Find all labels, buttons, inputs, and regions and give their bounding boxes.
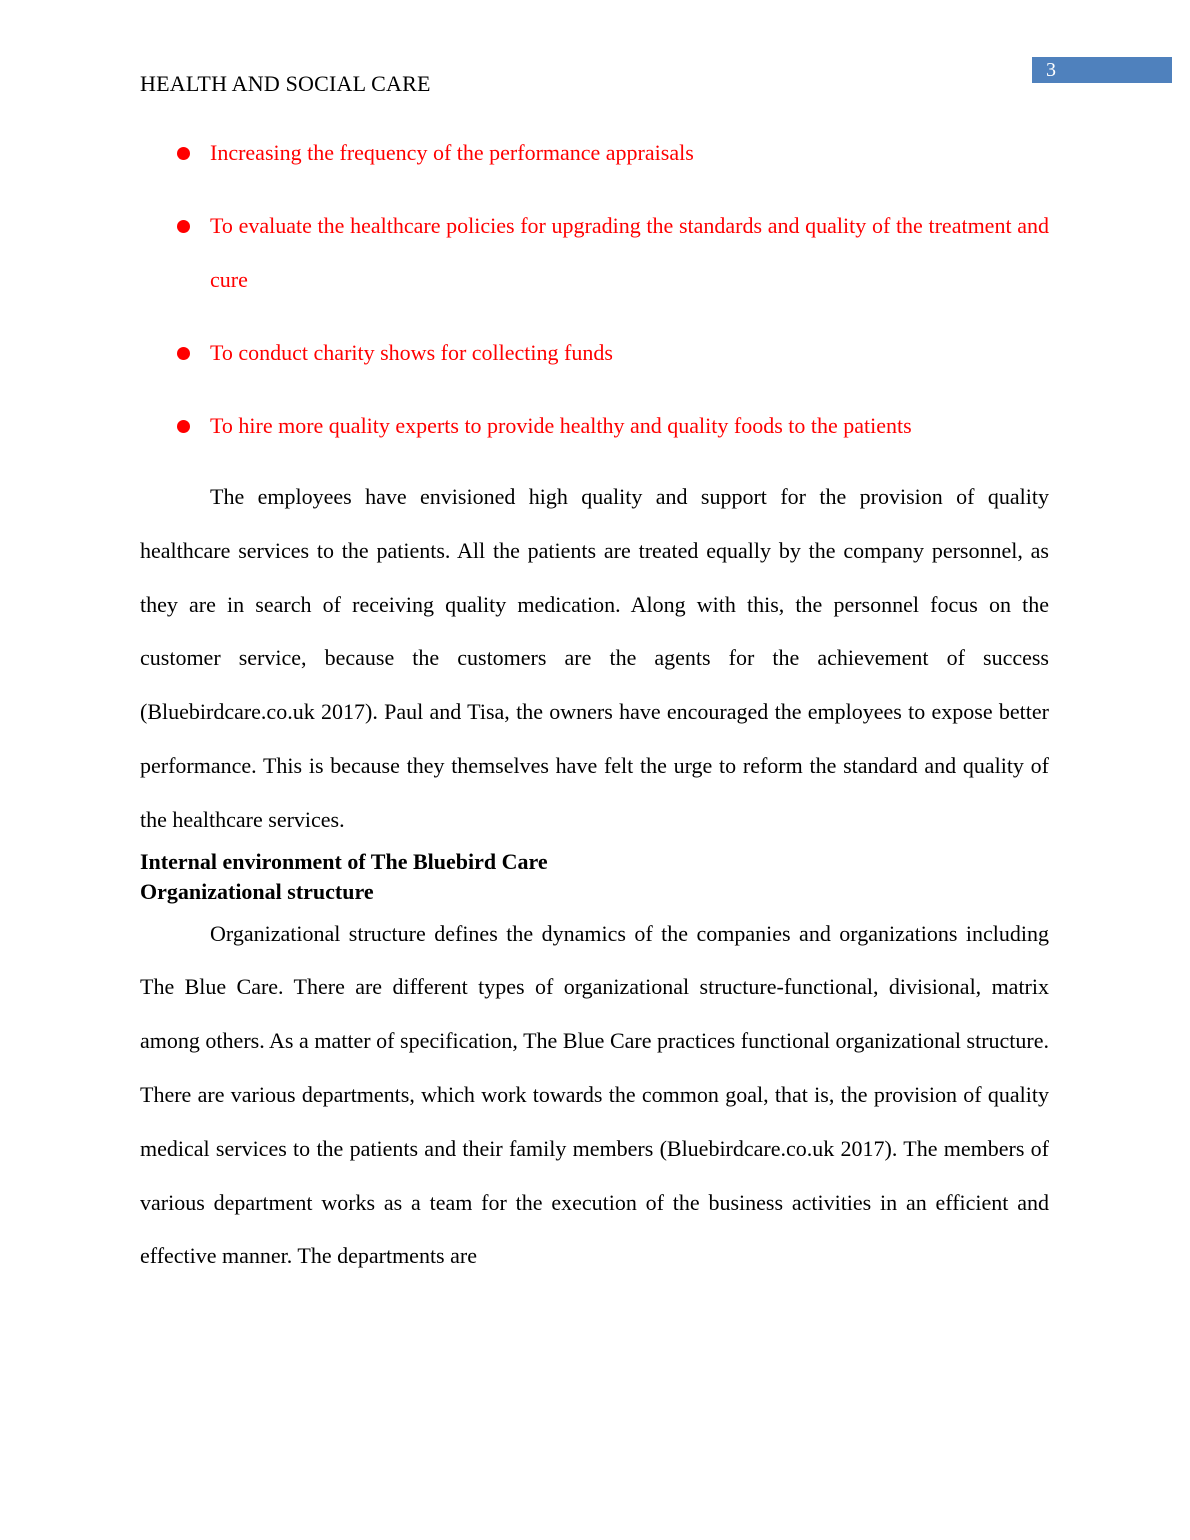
- section-heading: Internal environment of The Bluebird Care: [140, 848, 548, 874]
- list-item: [140, 399, 1049, 453]
- list-item-text: To evaluate the healthcare policies for upgrading the standards and quality of the treatment and cure: [210, 213, 1049, 292]
- bullet-dot-icon: [177, 147, 190, 160]
- list-item: [140, 199, 1049, 307]
- body-paragraph: The employees have envisioned high quality and support for the provision of quality healthcare services to the patients. All the patients are treated equally by the company personnel, as they are in search of receiving quality medication. Along with this, the personnel focus on the customer service, because the customers are the agents for the achievement of success (Bluebirdcare.co.uk 2017). Paul and Tisa, the owners have encouraged the employees to expose better performance. This is because they themselves have felt the urge to reform the standard and quality of the healthcare services.: [140, 484, 1049, 832]
- page-body: [140, 126, 1049, 1283]
- list-item: [140, 326, 1049, 380]
- running-head: HEALTH AND SOCIAL CARE: [140, 71, 431, 96]
- body-paragraph: Organizational structure defines the dynamics of the companies and organizations including The Blue Care. There are different types of organizational structure-functional, divisional, matrix among others. As a matter of specification, The Blue Care practices functional organizational structure. There are various departments, which work towards the common goal, that is, the provision of quality medical services to the patients and their family members (Bluebirdcare.co.uk 2017). The members of various department works as a team for the execution of the business activities in an efficient and effective manner. The departments are: [140, 920, 1049, 1269]
- list-item-text: To conduct charity shows for collecting funds: [210, 340, 613, 365]
- list-item-text: To hire more quality experts to provide healthy and quality foods to the patients: [210, 413, 912, 438]
- bullet-list: [140, 126, 1049, 453]
- bullet-dot-icon: [177, 420, 190, 433]
- page-number: 3: [1032, 57, 1172, 83]
- list-item-text: Increasing the frequency of the performance appraisals: [210, 140, 694, 165]
- list-item: [140, 126, 1049, 180]
- bullet-dot-icon: [177, 220, 190, 233]
- subsection-heading: Organizational structure: [140, 878, 374, 904]
- bullet-dot-icon: [177, 347, 190, 360]
